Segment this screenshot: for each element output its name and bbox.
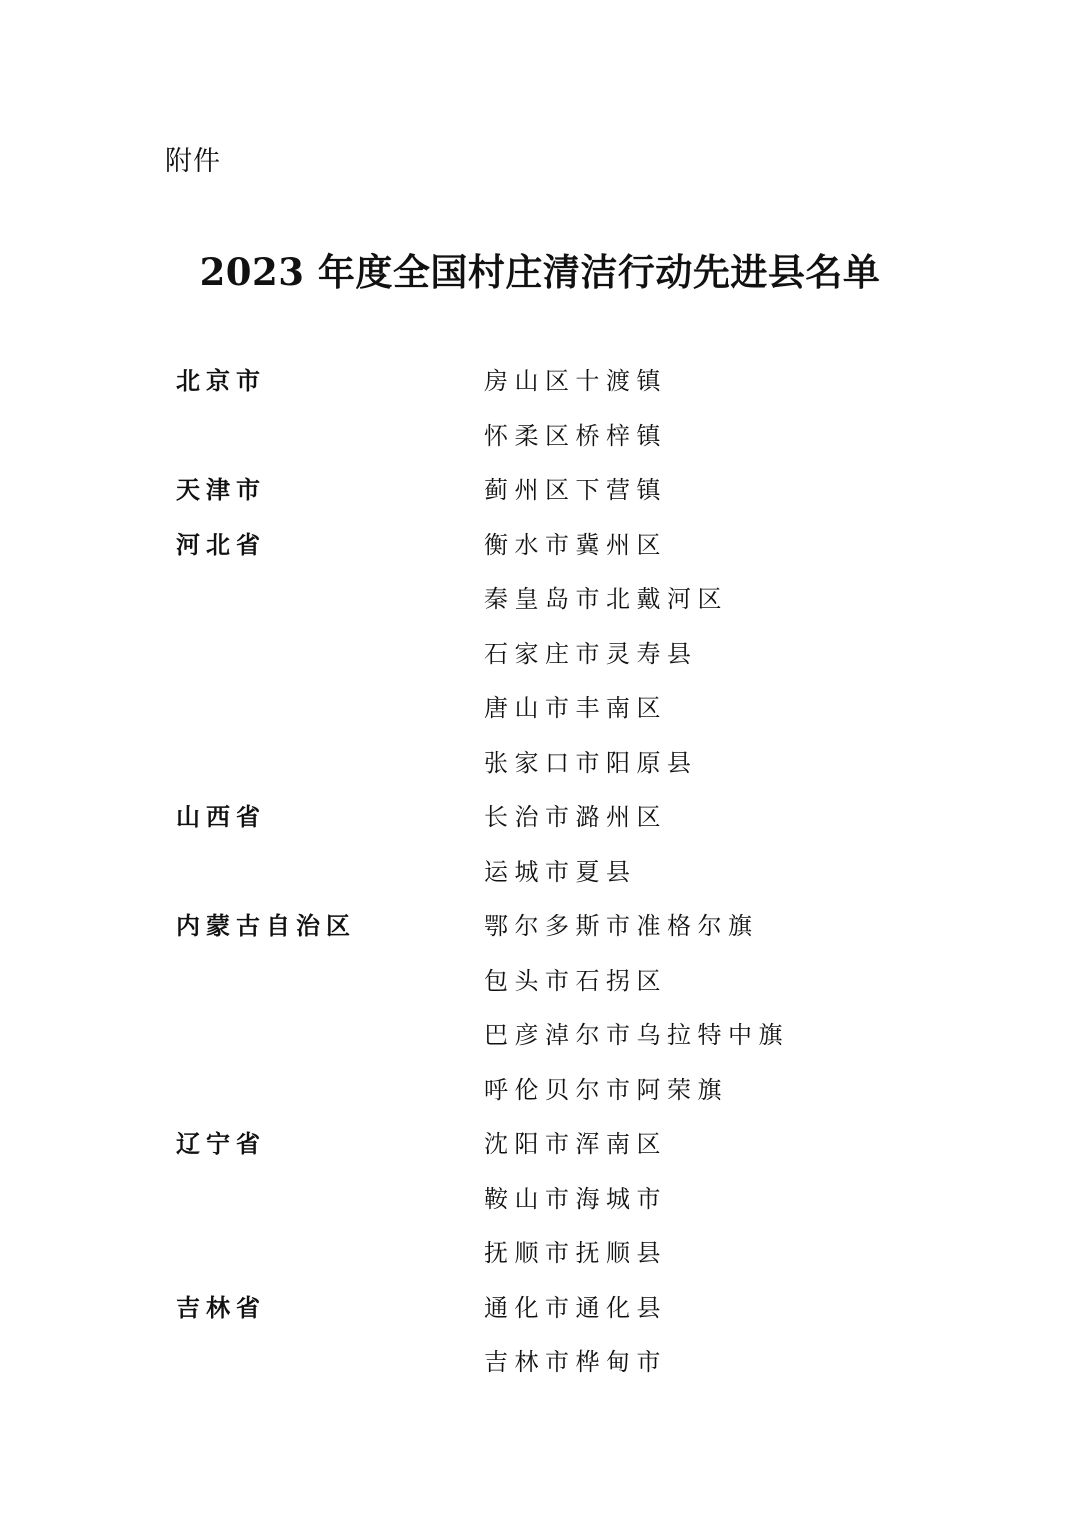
county-name: 石家庄市灵寿县	[484, 639, 698, 668]
list-row	[0, 572, 1080, 627]
county-name: 衡水市冀州区	[484, 530, 667, 559]
list-row	[0, 681, 1080, 736]
list-row	[0, 790, 1080, 845]
county-name: 张家口市阳原县	[484, 748, 698, 777]
county-name: 长治市潞州区	[484, 803, 667, 831]
list-row	[0, 463, 1080, 518]
county-name: 包头市石拐区	[484, 966, 667, 995]
province-name: 山西省	[176, 803, 266, 831]
province-name: 河北省	[176, 530, 266, 559]
county-name: 抚顺市抚顺县	[484, 1239, 667, 1267]
county-name: 唐山市丰南区	[484, 694, 667, 722]
list-row	[0, 518, 1080, 573]
list-row	[0, 1063, 1080, 1118]
list-row	[0, 1226, 1080, 1281]
county-name: 蓟州区下营镇	[484, 476, 667, 504]
list-row	[0, 1172, 1080, 1227]
county-name: 鄂尔多斯市准格尔旗	[484, 912, 759, 940]
county-list	[0, 354, 1080, 1390]
county-name: 房山区十渡镇	[484, 367, 667, 395]
list-row	[0, 627, 1080, 682]
county-name: 呼伦贝尔市阿荣旗	[484, 1075, 728, 1104]
county-name: 鞍山市海城市	[484, 1184, 667, 1213]
province-name: 天津市	[176, 476, 266, 504]
attachment-label: 附件	[165, 146, 221, 177]
county-name: 吉林市桦甸市	[484, 1348, 667, 1376]
province-name: 吉林省	[176, 1293, 266, 1322]
list-row	[0, 409, 1080, 464]
province-name: 辽宁省	[176, 1130, 266, 1158]
document-title: 2023 年度全国村庄清洁行动先进县名单	[199, 250, 881, 294]
list-row	[0, 1117, 1080, 1172]
list-row	[0, 1281, 1080, 1336]
list-row	[0, 1008, 1080, 1063]
list-row	[0, 354, 1080, 409]
list-row	[0, 899, 1080, 954]
county-name: 通化市通化县	[484, 1293, 667, 1322]
county-name: 运城市夏县	[484, 857, 637, 886]
county-name: 秦皇岛市北戴河区	[484, 585, 728, 613]
province-name: 北京市	[176, 367, 266, 395]
county-name: 巴彦淖尔市乌拉特中旗	[484, 1021, 789, 1049]
county-name: 沈阳市浑南区	[484, 1130, 667, 1158]
list-row	[0, 1335, 1080, 1390]
list-row	[0, 845, 1080, 900]
list-row	[0, 954, 1080, 1009]
county-name: 怀柔区桥梓镇	[484, 421, 667, 450]
province-name: 内蒙古自治区	[176, 912, 356, 940]
list-row	[0, 736, 1080, 791]
